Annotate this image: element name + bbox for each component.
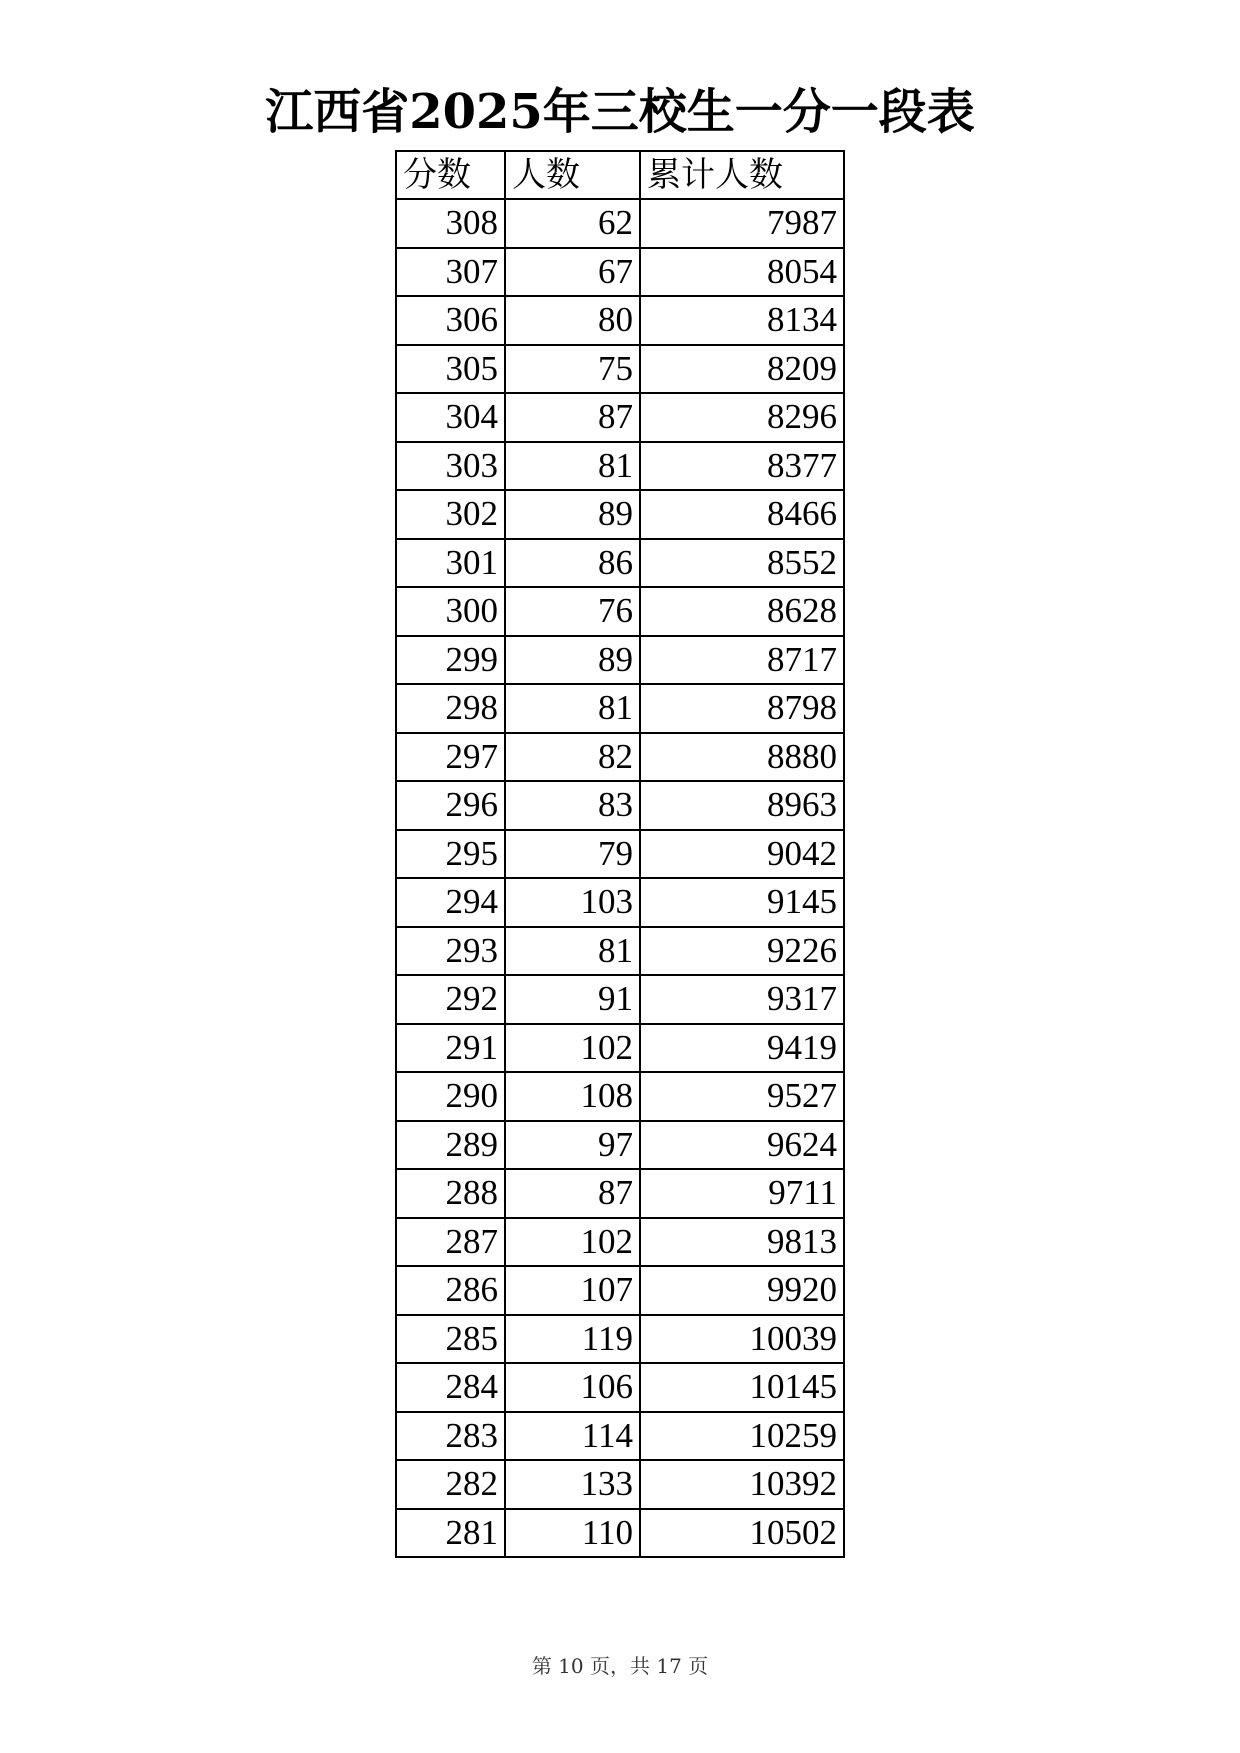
cell-cumulative: 10502 [640,1509,844,1558]
cell-cumulative: 8209 [640,345,844,394]
table-row [396,781,844,830]
table-row [396,830,844,879]
cell-score: 286 [396,1266,505,1315]
table-row [396,927,844,976]
table-row [396,393,844,442]
table-row [396,490,844,539]
cell-count: 83 [505,781,640,830]
cell-score: 292 [396,975,505,1024]
cell-count: 102 [505,1024,640,1073]
cell-count: 81 [505,442,640,491]
cell-score: 291 [396,1024,505,1073]
cell-cumulative: 8963 [640,781,844,830]
cell-count: 103 [505,878,640,927]
cell-count: 133 [505,1460,640,1509]
table-row [396,296,844,345]
cell-count: 87 [505,1169,640,1218]
cell-cumulative: 10259 [640,1412,844,1461]
cell-score: 281 [396,1509,505,1558]
table-row [396,684,844,733]
table-row [396,199,844,248]
header-cumulative: 累计人数 [640,151,844,199]
cell-score: 295 [396,830,505,879]
cell-cumulative: 8134 [640,296,844,345]
cell-cumulative: 8798 [640,684,844,733]
cell-cumulative: 10392 [640,1460,844,1509]
cell-count: 91 [505,975,640,1024]
cell-count: 89 [505,636,640,685]
table-row [396,587,844,636]
cell-cumulative: 9317 [640,975,844,1024]
cell-cumulative: 8054 [640,248,844,297]
table-row [396,1218,844,1267]
header-score: 分数 [396,151,505,199]
cell-cumulative: 8628 [640,587,844,636]
cell-cumulative: 8466 [640,490,844,539]
cell-score: 301 [396,539,505,588]
cell-cumulative: 8377 [640,442,844,491]
cell-count: 80 [505,296,640,345]
table-row [396,1266,844,1315]
cell-count: 75 [505,345,640,394]
cell-score: 288 [396,1169,505,1218]
table-row [396,539,844,588]
cell-score: 296 [396,781,505,830]
cell-count: 106 [505,1363,640,1412]
cell-cumulative: 8552 [640,539,844,588]
cell-cumulative: 8717 [640,636,844,685]
cell-score: 306 [396,296,505,345]
cell-score: 284 [396,1363,505,1412]
cell-cumulative: 9711 [640,1169,844,1218]
cell-score: 299 [396,636,505,685]
cell-score: 294 [396,878,505,927]
cell-score: 303 [396,442,505,491]
cell-cumulative: 9226 [640,927,844,976]
table-row [396,248,844,297]
cell-cumulative: 7987 [640,199,844,248]
cell-count: 79 [505,830,640,879]
cell-score: 285 [396,1315,505,1364]
table-row [396,1363,844,1412]
cell-cumulative: 10145 [640,1363,844,1412]
cell-count: 62 [505,199,640,248]
cell-count: 108 [505,1072,640,1121]
table-row [396,975,844,1024]
cell-count: 87 [505,393,640,442]
cell-cumulative: 9145 [640,878,844,927]
table-row [396,1460,844,1509]
cell-count: 102 [505,1218,640,1267]
cell-cumulative: 9624 [640,1121,844,1170]
cell-score: 282 [396,1460,505,1509]
table-header-row [396,151,844,199]
cell-score: 307 [396,248,505,297]
cell-cumulative: 9042 [640,830,844,879]
cell-cumulative: 9419 [640,1024,844,1073]
cell-score: 308 [396,199,505,248]
table-row [396,1121,844,1170]
table-row [396,878,844,927]
cell-cumulative: 9813 [640,1218,844,1267]
page-title: 江西省2025年三校生一分一段表 [265,84,975,140]
cell-count: 114 [505,1412,640,1461]
table-row [396,1315,844,1364]
cell-count: 110 [505,1509,640,1558]
table-row [396,1509,844,1558]
table-row [396,733,844,782]
cell-cumulative: 9527 [640,1072,844,1121]
page-footer: 第 10 页，共 17 页 [531,1654,709,1678]
cell-count: 81 [505,927,640,976]
cell-score: 302 [396,490,505,539]
table-row [396,1024,844,1073]
table-row [396,636,844,685]
cell-score: 297 [396,733,505,782]
cell-score: 304 [396,393,505,442]
cell-score: 287 [396,1218,505,1267]
table-row [396,442,844,491]
cell-score: 305 [396,345,505,394]
cell-cumulative: 8880 [640,733,844,782]
cell-count: 119 [505,1315,640,1364]
table-row [396,345,844,394]
cell-count: 76 [505,587,640,636]
cell-count: 81 [505,684,640,733]
table-row [396,1072,844,1121]
cell-count: 86 [505,539,640,588]
cell-count: 89 [505,490,640,539]
cell-cumulative: 10039 [640,1315,844,1364]
table-row [396,1412,844,1461]
cell-score: 289 [396,1121,505,1170]
cell-score: 298 [396,684,505,733]
cell-count: 67 [505,248,640,297]
cell-score: 293 [396,927,505,976]
cell-score: 283 [396,1412,505,1461]
cell-score: 300 [396,587,505,636]
header-count: 人数 [505,151,640,199]
cell-cumulative: 8296 [640,393,844,442]
cell-score: 290 [396,1072,505,1121]
table-row [396,1169,844,1218]
score-distribution-table [395,150,845,1558]
cell-cumulative: 9920 [640,1266,844,1315]
cell-count: 97 [505,1121,640,1170]
cell-count: 82 [505,733,640,782]
cell-count: 107 [505,1266,640,1315]
